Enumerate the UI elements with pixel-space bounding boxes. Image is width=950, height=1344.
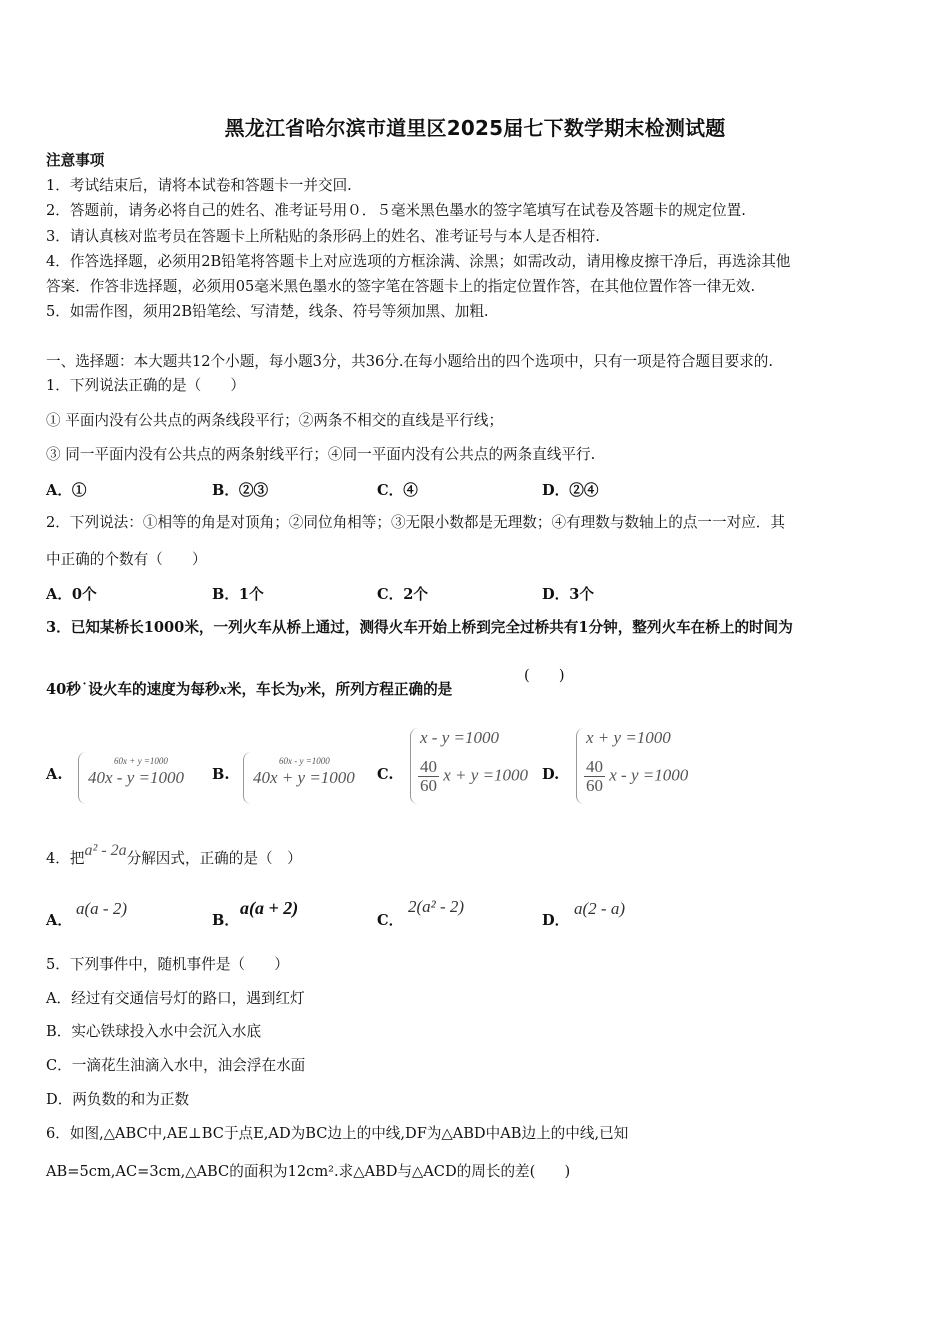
notice-item: 答案．作答非选择题，必须用05毫米黑色墨水的签字笔在答题卡上的指定位置作答，在其他位置作答一律无效. [46,278,756,295]
stem-text: 米，车长为 [226,681,300,698]
option-d[interactable]: D．3个 [542,586,594,603]
equation-small: 60x + y =1000 [114,756,168,766]
fraction [584,758,605,795]
question-4-stem [46,842,302,869]
question-1-stem: 1．下列说法正确的是（ ） [46,377,246,394]
numerator: 40 [420,757,437,776]
option-d-expression[interactable]: a(2 - a) [574,899,625,918]
question-2-options [46,583,926,603]
equation-rest: x - y =1000 [609,765,689,785]
equation-main: 40x + y =1000 [253,768,355,787]
notice-heading: 注意事项 [46,152,105,169]
stem-text: 4．把 [46,850,85,867]
expression: a² - 2a [84,842,127,859]
option-d-label[interactable]: D． [542,912,570,929]
question-1-statement: ① 平面内没有公共点的两条线段平行；②两条不相交的直线是平行线； [46,412,504,429]
option-c[interactable]: C．④ [377,482,418,499]
question-6-stem: 6．如图,△ABC中,AE⊥BC于点E,AD为BC边上的中线,DF为△ABD中AB边上的中线,已知 [46,1125,629,1142]
fraction [418,758,439,795]
question-6-stem: AB=5cm,AC=3cm,△ABC的面积为12cm².求△ABD与△ACD的周长的差( ) [46,1163,571,1180]
equation-bottom [418,758,528,795]
equation-bottom [584,758,688,795]
notice-item: 2．答题前，请务必将自己的姓名、准考证号用０．５毫米黑色墨水的签字笔填写在试卷及答题卡的规定位置. [46,202,746,219]
notice-item: 1．考试结束后，请将本试卷和答题卡一并交回. [46,177,352,194]
var-x: x [219,682,227,698]
denominator: 60 [420,776,437,795]
option-a[interactable]: A．① [46,482,87,499]
option-a-expression[interactable]: a(a - 2) [76,899,127,918]
option-c[interactable]: C．一滴花生油滴入水中，油会浮在水面 [46,1057,306,1074]
brace [78,752,86,804]
question-1-options [46,479,926,499]
stem-text: 40秒˙设火车的速度为每秒 [46,681,220,698]
question-3-stem: 3．已知某桥长1000米，一列火车从桥上通过，测得火车开始上桥到完全过桥共有1分钟，整列火车在桥上的时间为 [46,619,793,636]
denominator: 60 [586,776,603,795]
question-3-stem [46,680,452,700]
option-c-expression[interactable]: 2(a² - 2) [408,897,465,916]
option-a[interactable]: A．经过有交通信号灯的路口，遇到红灯 [46,990,305,1007]
option-a-equation [78,752,208,804]
question-5-stem: 5．下列事件中，随机事件是（ ） [46,956,289,973]
option-a-label[interactable]: A. [46,766,63,783]
notice-item: 3．请认真核对监考员在答题卡上所粘贴的条形码上的姓名、准考证号与本人是否相符. [46,228,600,245]
option-b-label[interactable]: B. [212,766,230,783]
option-c-equation [410,728,545,804]
option-c[interactable]: C．2个 [377,586,428,603]
question-4-options [46,897,926,929]
numerator: 40 [586,757,603,776]
option-d-label[interactable]: D. [542,766,560,783]
option-b-equation [243,752,373,804]
option-d-equation [576,728,711,804]
option-a-label[interactable]: A． [46,912,72,929]
stem-text: 米，所列方程正确的是 [306,681,453,698]
option-b[interactable]: B．1个 [212,586,264,603]
option-d[interactable]: D．②④ [542,482,599,499]
brace [576,728,584,804]
equation-small: 60x - y =1000 [279,756,330,766]
option-b[interactable]: B．②③ [212,482,269,499]
option-b-expression[interactable]: a(a + 2) [240,898,299,918]
question-2-stem: 2．下列说法：①相等的角是对顶角；②同位角相等；③无限小数都是无理数；④有理数与数轴上的点一一对应．其 [46,514,785,531]
stem-text: 分解因式，正确的是（ ） [126,850,302,867]
question-2-stem: 中正确的个数有（ ） [46,551,207,568]
brace [410,728,418,804]
option-c-label[interactable]: C． [377,912,404,929]
question-1-statement: ③ 同一平面内没有公共点的两条射线平行；④同一平面内没有公共点的两条直线平行. [46,446,596,463]
answer-paren: ( ) [524,667,565,684]
equation-rest: x + y =1000 [443,765,529,785]
notice-item: 4．作答选择题，必须用2B铅笔将答题卡上对应选项的方框涂满、涂黑；如需改动，请用橡皮擦干净后，再选涂其他 [46,253,791,270]
var-y: y [299,682,307,698]
option-b-label[interactable]: B． [212,912,239,929]
section-heading: 一、选择题：本大题共12个小题，每小题3分，共36分.在每小题给出的四个选项中，只有一项是符合题目要求的. [46,353,774,370]
option-a[interactable]: A．0个 [46,586,97,603]
option-c-label[interactable]: C. [377,766,394,783]
brace [243,752,251,804]
notice-item: 5．如需作图，须用2B铅笔绘、写清楚，线条、符号等须加黑、加粗. [46,303,489,320]
page-title: 黑龙江省哈尔滨市道里区2025届七下数学期末检测试题 [224,116,726,140]
option-d[interactable]: D．两负数的和为正数 [46,1091,190,1108]
equation-top: x + y =1000 [586,728,671,747]
equation-main: 40x - y =1000 [88,768,184,787]
option-b[interactable]: B．实心铁球投入水中会沉入水底 [46,1023,262,1040]
equation-top: x - y =1000 [420,728,499,747]
